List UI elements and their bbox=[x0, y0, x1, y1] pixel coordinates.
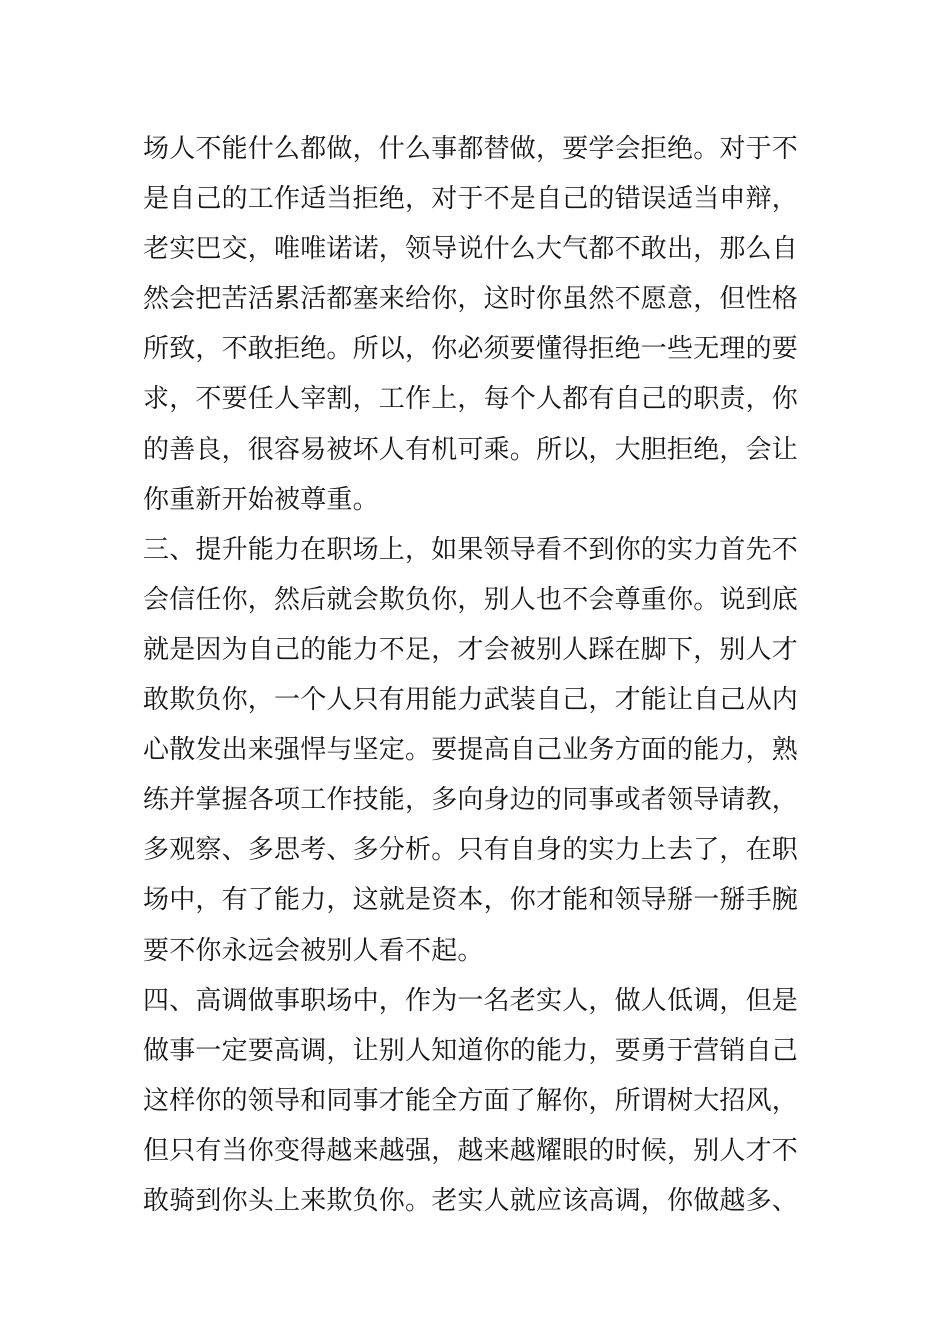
text-line: 所致，不敢拒绝。所以，你必须要懂得拒绝一些无理的要 bbox=[143, 334, 799, 365]
text-line: 你重新开始被尊重。 bbox=[143, 484, 379, 515]
text-line: 会信任你，然后就会欺负你，别人也不会尊重你。说到底 bbox=[143, 584, 799, 615]
text-line: 的善良，很容易被坏人有机可乘。所以，大胆拒绝，会让 bbox=[143, 434, 799, 465]
text-line: 场人不能什么都做，什么事都替做，要学会拒绝。对于不 bbox=[143, 134, 799, 164]
text-line: 心散发出来强悍与坚定。要提高自己业务方面的能力，熟 bbox=[143, 735, 799, 766]
text-line: 但只有当你变得越来越强，越来越耀眼的时候，别人才不 bbox=[143, 1135, 799, 1166]
text-line: 场中，有了能力，这就是资本，你才能和领导掰一掰手腕 bbox=[143, 885, 799, 916]
text-line: 四、高调做事职场中，作为一名老实人，做人低调，但是 bbox=[143, 985, 799, 1016]
text-line: 三、提升能力在职场上，如果领导看不到你的实力首先不 bbox=[143, 534, 799, 565]
body-text bbox=[143, 124, 823, 1226]
text-line: 要不你永远会被别人看不起。 bbox=[143, 935, 484, 966]
text-line: 老实巴交，唯唯诺诺，领导说什么大气都不敢出，那么自 bbox=[143, 234, 799, 265]
text-line: 求，不要任人宰割，工作上，每个人都有自己的职责，你 bbox=[143, 384, 799, 415]
text-line: 多观察、多思考、多分析。只有自身的实力上去了，在职 bbox=[143, 835, 799, 866]
text-line: 然会把苦活累活都塞来给你，这时你虽然不愿意，但性格 bbox=[143, 284, 799, 315]
text-line: 敢欺负你，一个人只有用能力武装自己，才能让自己从内 bbox=[143, 685, 799, 716]
text-line: 是自己的工作适当拒绝，对于不是自己的错误适当申辩， bbox=[143, 184, 799, 215]
text-line: 这样你的领导和同事才能全方面了解你，所谓树大招风， bbox=[143, 1085, 799, 1116]
text-line: 敢骑到你头上来欺负你。老实人就应该高调，你做越多、 bbox=[143, 1185, 799, 1216]
text-line: 练并掌握各项工作技能，多向身边的同事或者领导请教， bbox=[143, 785, 799, 816]
text-line: 就是因为自己的能力不足，才会被别人踩在脚下，别人才 bbox=[143, 634, 799, 665]
text-line: 做事一定要高调，让别人知道你的能力，要勇于营销自己 bbox=[143, 1035, 799, 1066]
